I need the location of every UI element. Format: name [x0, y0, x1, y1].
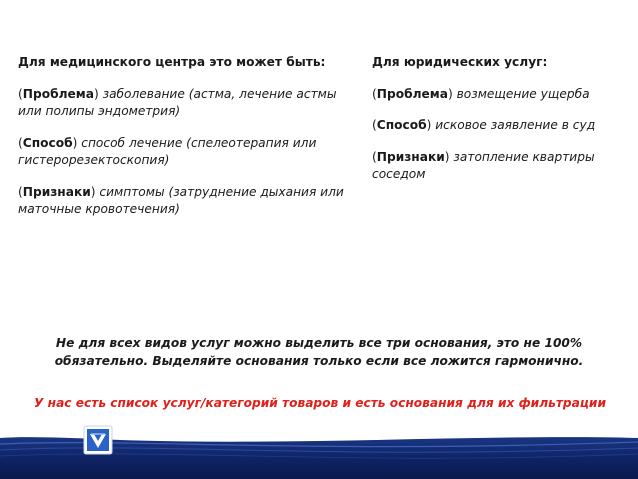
- note-line-1: Не для всех видов услуг можно выделить все три основания, это не 100%: [55, 336, 583, 350]
- legal-column: [372, 54, 632, 198]
- medical-item-problem: (Проблема) заболевание (астма, лечение астмы или полипы эндометрия): [18, 86, 337, 118]
- legal-item-problem: (Проблема) возмещение ущерба: [372, 86, 590, 101]
- note-line-2: обязательно. Выделяйте основания только если все ложится гармонично.: [54, 354, 584, 368]
- medical-item-signs: (Признаки) симптомы (затруднение дыхания или маточные кровотечения): [18, 184, 344, 216]
- note-text: [20, 334, 618, 370]
- medical-item-method: (Способ) способ лечение (спелеотерапия или гистерорезектоскопия): [18, 135, 317, 167]
- medical-column: [18, 54, 348, 233]
- medical-column-title: Для медицинского центра это может быть:: [18, 55, 326, 69]
- legal-item-signs: (Признаки) затопление квартиры соседом: [372, 149, 595, 181]
- highlight-text: У нас есть список услуг/категорий товаров и есть основания для их фильтрации: [34, 396, 606, 410]
- legal-column-title: Для юридических услуг:: [372, 55, 548, 69]
- legal-item-method: (Способ) исковое заявление в суд: [372, 118, 596, 132]
- logo-icon: [82, 424, 114, 456]
